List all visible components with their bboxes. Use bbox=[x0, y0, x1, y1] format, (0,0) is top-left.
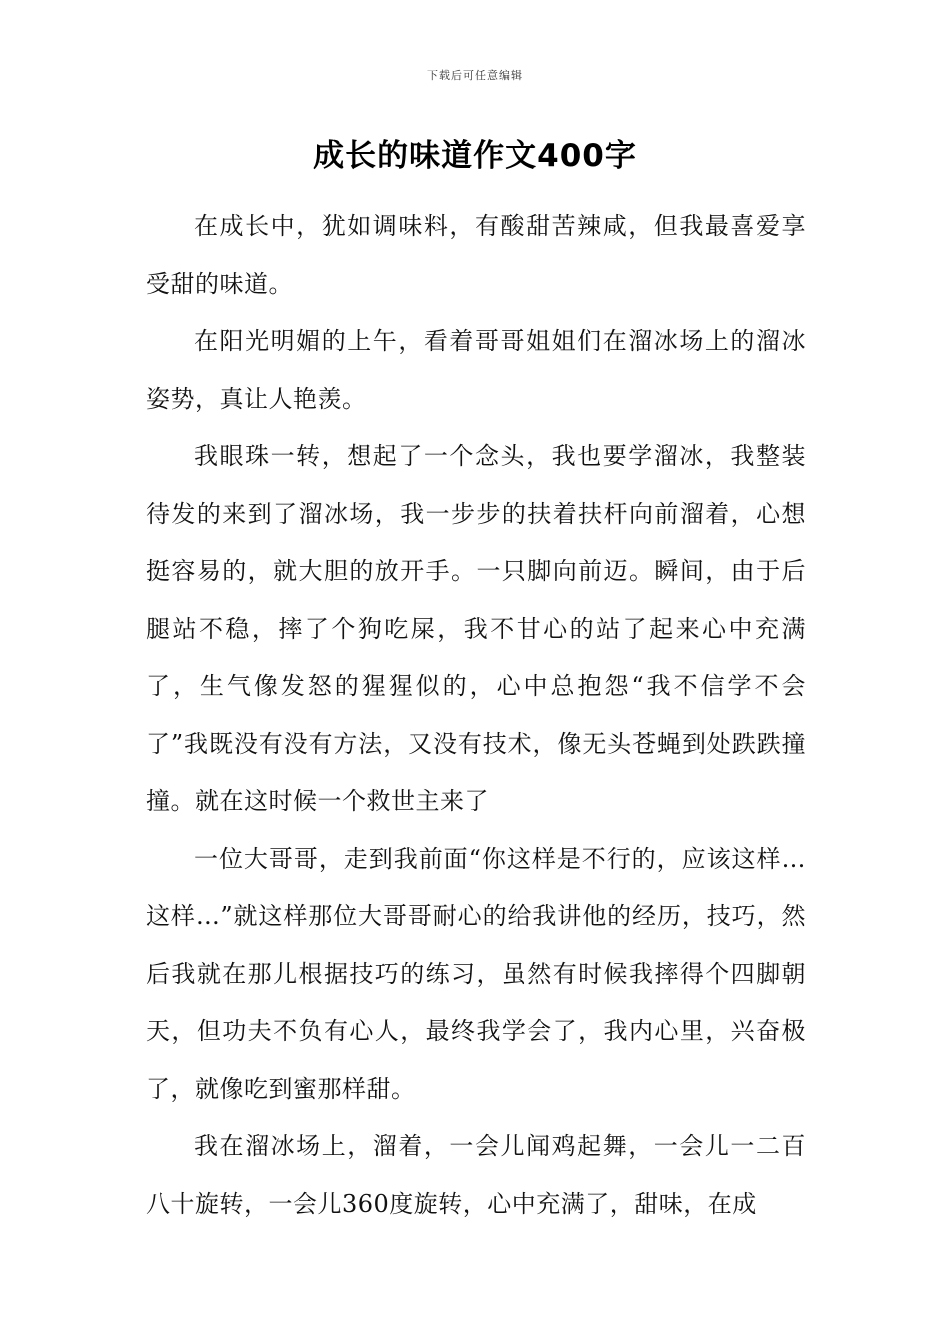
paragraph-1: 在成长中，犹如调味料，有酸甜苦辣咸，但我最喜爱享受甜的味道。 bbox=[146, 212, 806, 298]
header-note: 下载后可任意编辑 bbox=[427, 69, 523, 82]
document-body bbox=[146, 198, 806, 1233]
paragraph-5: 我在溜冰场上，溜着，一会儿闻鸡起舞，一会儿一二百八十旋转，一会儿360度旋转，心中充满了，甜味，在成 bbox=[146, 1132, 806, 1218]
paragraph-3: 我眼珠一转，想起了一个念头，我也要学溜冰，我整装待发的来到了溜冰场，我一步步的扶着扶杆向前溜着，心想挺容易的，就大胆的放开手。一只脚向前迈。瞬间，由于后腿站不稳，摔了个狗吃屎，我不甘心的站了起来心中充满了，生气像发怒的猩猩似的，心中总抱怨“我不信学不会了”我既没有没有方法，又没有技术，像无头苍蝇到处跌跌撞撞。就在这时候一个救世主来了 bbox=[146, 442, 806, 815]
paragraph-4: 一位大哥哥，走到我前面“你这样是不行的，应该这样…这样…”就这样那位大哥哥耐心的给我讲他的经历，技巧，然后我就在那儿根据技巧的练习，虽然有时候我摔得个四脚朝天，但功夫不负有心人，最终我学会了，我内心里，兴奋极了，就像吃到蜜那样甜。 bbox=[146, 844, 806, 1103]
paragraph-2: 在阳光明媚的上午，看着哥哥姐姐们在溜冰场上的溜冰姿势，真让人艳羡。 bbox=[146, 327, 806, 413]
document-title: 成长的味道作文400字 bbox=[313, 138, 637, 174]
